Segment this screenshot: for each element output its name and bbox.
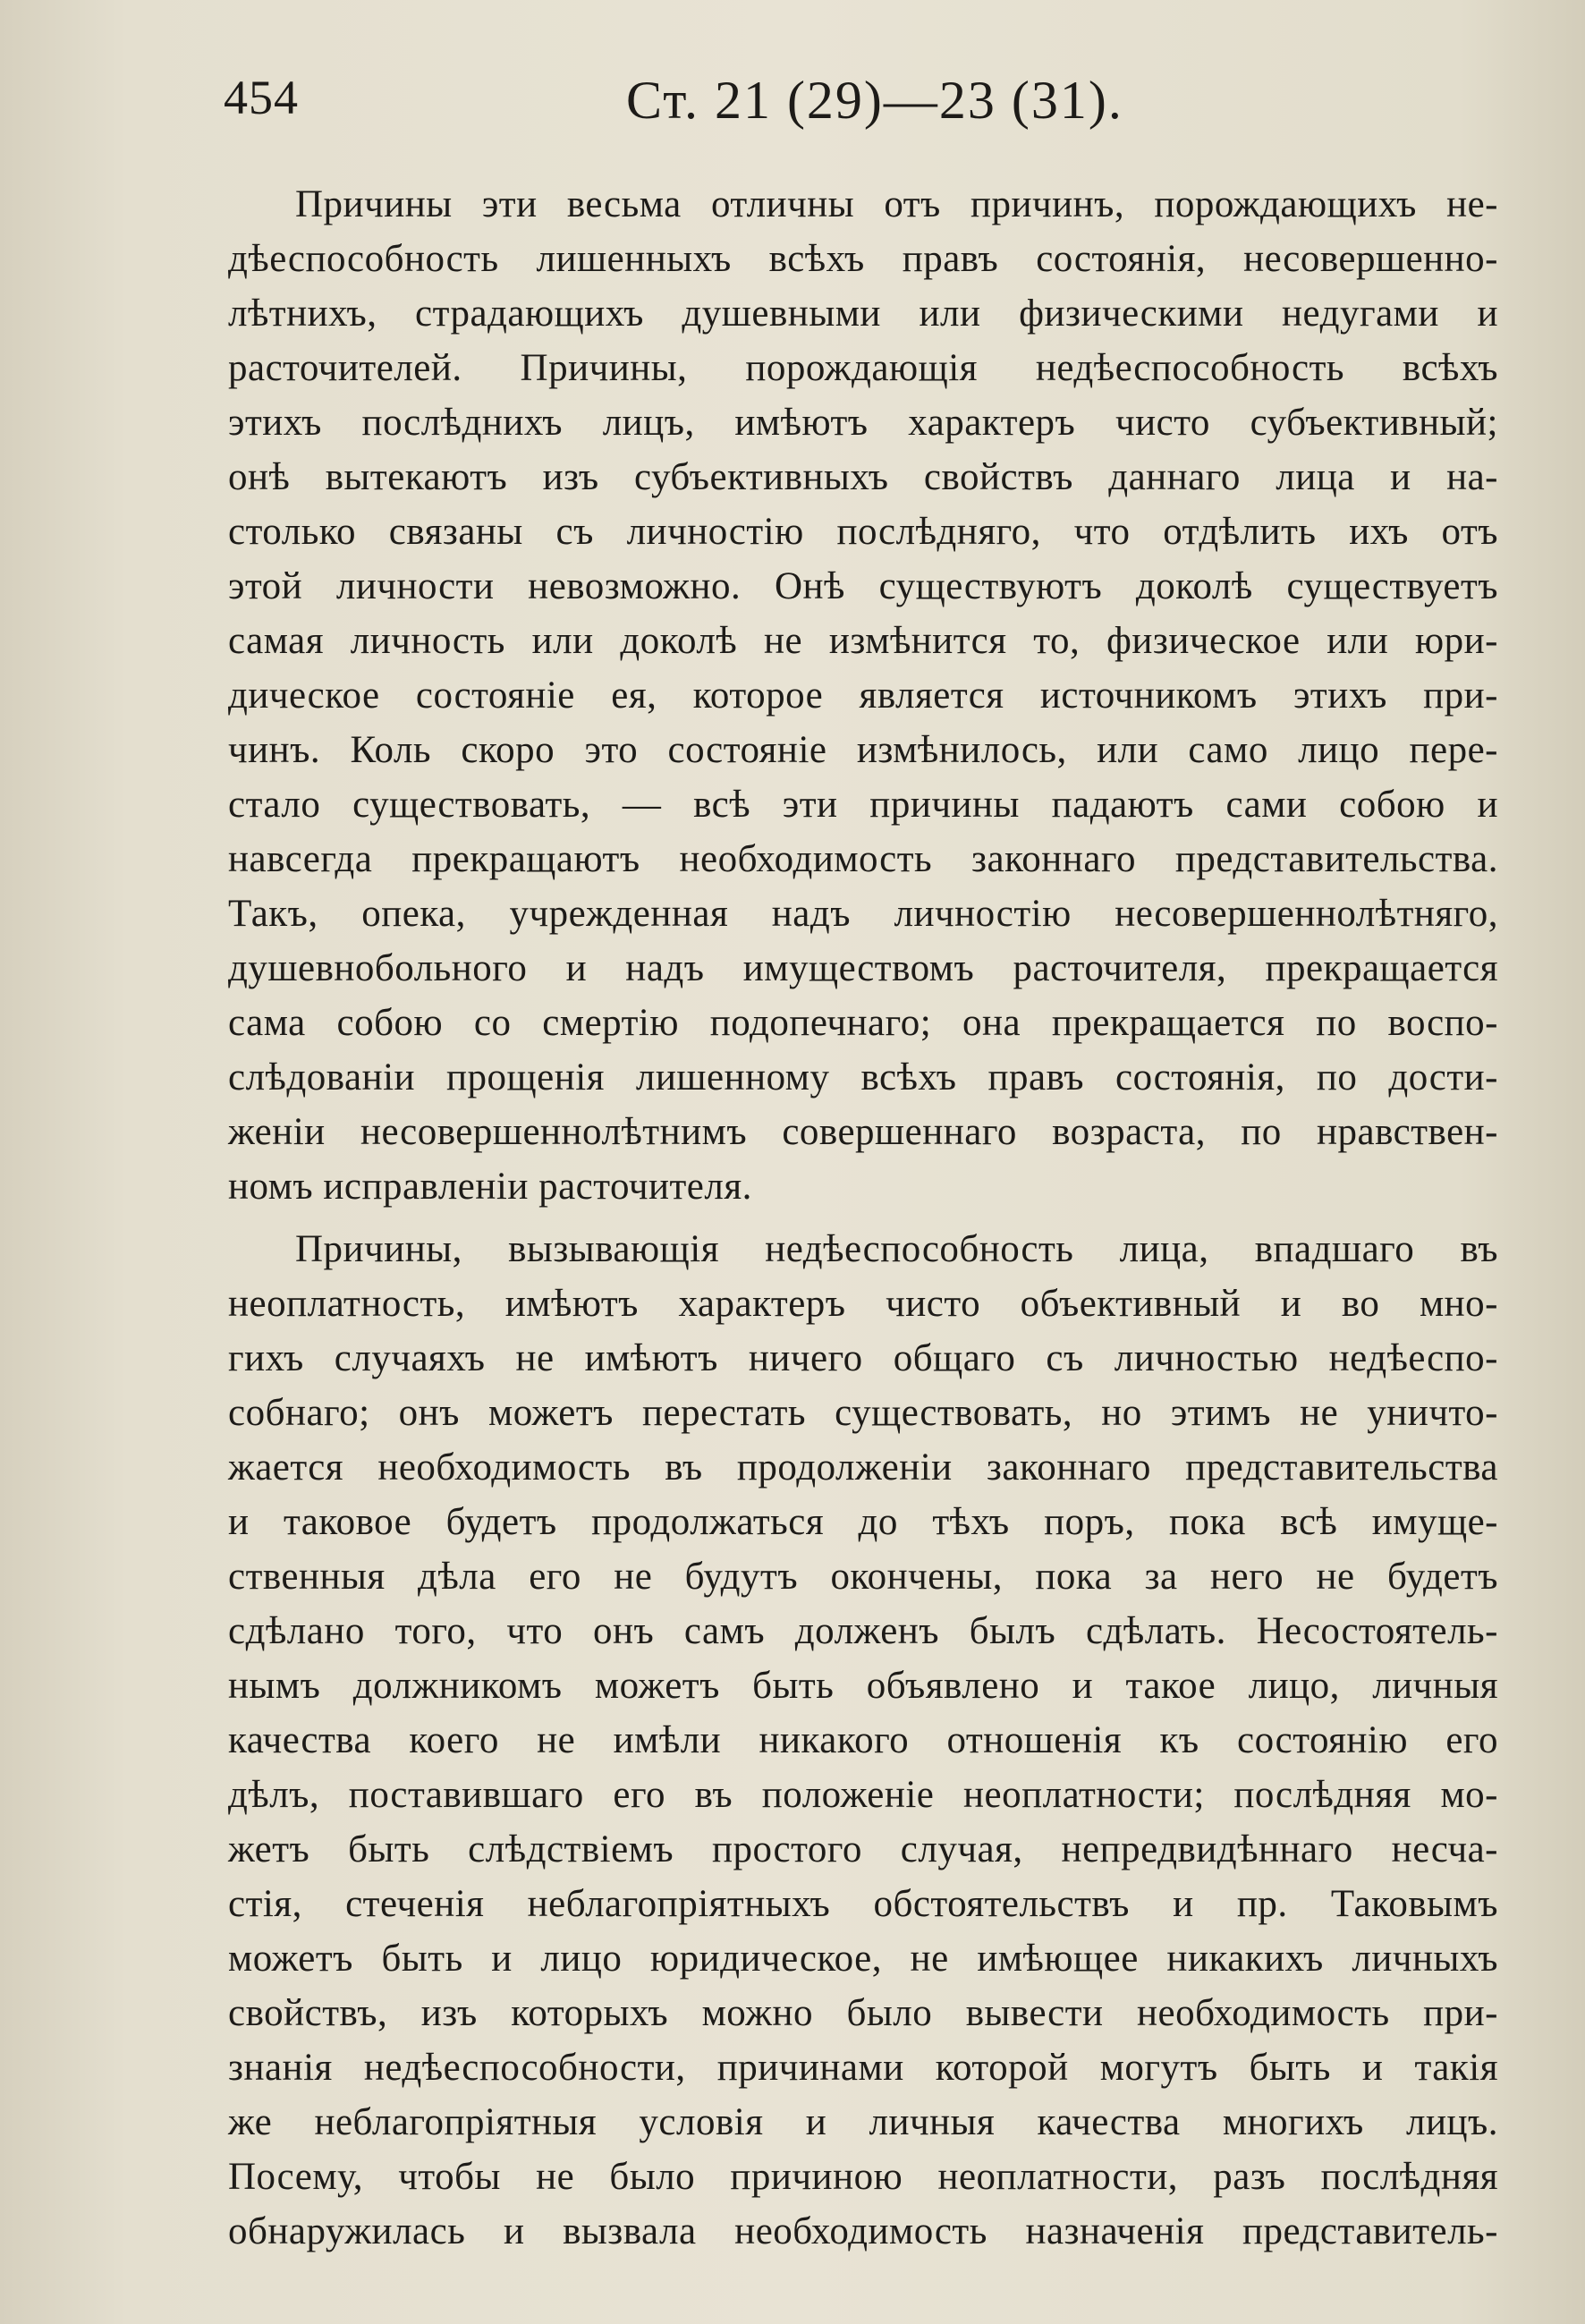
- text-line: чинъ. Коль скоро это состояніе измѣнилось, или само лицо пере-: [228, 729, 1498, 771]
- text-line: самая личность или доколѣ не измѣнится то, физическое или юри-: [228, 620, 1498, 662]
- page-number: 454: [224, 71, 299, 124]
- text-line: гихъ случаяхъ не имѣютъ ничего общаго съ личностью недѣеспо-: [228, 1337, 1498, 1379]
- text-line: ственныя дѣла его не будутъ окончены, пока за него не будетъ: [228, 1556, 1498, 1598]
- text-line: свойствъ, изъ которыхъ можно было вывести необходимость при-: [228, 1992, 1498, 2034]
- text-line: неоплатность, имѣютъ характеръ чисто объективный и во мно-: [228, 1283, 1498, 1325]
- text-line: душевнобольного и надъ имуществомъ расточителя, прекращается: [228, 947, 1498, 989]
- text-line: жетъ быть слѣдствіемъ простого случая, непредвидѣннаго несча-: [228, 1828, 1498, 1870]
- running-head: Ст. 21 (29)—23 (31).: [626, 71, 1123, 130]
- text-line: дическое состояніе ея, которое является источникомъ этихъ при-: [228, 674, 1498, 717]
- text-line: Причины, вызывающія недѣеспособность лица, впадшаго въ: [295, 1228, 1498, 1270]
- text-line: женіи несовершеннолѣтнимъ совершеннаго возраста, по нравствен-: [228, 1111, 1498, 1153]
- text-line: слѣдованіи прощенія лишенному всѣхъ правъ состоянія, по дости-: [228, 1056, 1498, 1098]
- paragraph-2: [228, 1222, 1498, 2259]
- text-line: этой личности невозможно. Онѣ существуютъ доколѣ существуетъ: [228, 565, 1498, 607]
- page-header: [0, 70, 1585, 141]
- text-line: онѣ вытекаютъ изъ субъективныхъ свойствъ даннаго лица и на-: [228, 456, 1498, 498]
- text-line: обнаружилась и вызвала необходимость назначенія представитель-: [228, 2210, 1498, 2252]
- text-line: качества коего не имѣли никакого отношенія къ состоянію его: [228, 1719, 1498, 1761]
- text-line: дѣеспособность лишенныхъ всѣхъ правъ состоянія, несовершенно-: [228, 238, 1498, 280]
- text-line: расточителей. Причины, порождающія недѣеспособность всѣхъ: [228, 347, 1498, 389]
- text-line: же неблагопріятныя условія и личныя качества многихъ лицъ.: [228, 2101, 1498, 2143]
- text-line: дѣлъ, поставившаго его въ положеніе неоплатности; послѣдняя мо-: [228, 1774, 1498, 1816]
- text-line: стія, стеченія неблагопріятныхъ обстоятельствъ и пр. Таковымъ: [228, 1883, 1498, 1925]
- text-line: лѣтнихъ, страдающихъ душевными или физическими недугами и: [228, 293, 1498, 335]
- text-line: этихъ послѣднихъ лицъ, имѣютъ характеръ чисто субъективный;: [228, 402, 1498, 444]
- text-line: столько связаны съ личностію послѣдняго, что отдѣлить ихъ отъ: [228, 511, 1498, 553]
- text-line: можетъ быть и лицо юридическое, не имѣющее никакихъ личныхъ: [228, 1938, 1498, 1980]
- text-line: Посему, чтобы не было причиною неоплатности, разъ послѣдняя: [228, 2156, 1498, 2198]
- text-line: навсегда прекращаютъ необходимость законнаго представительства.: [228, 838, 1498, 880]
- body-text: [228, 177, 1498, 2259]
- text-line: Такъ, опека, учрежденная надъ личностію несовершеннолѣтняго,: [228, 893, 1498, 935]
- text-line: жается необходимость въ продолженіи законнаго представительства: [228, 1446, 1498, 1489]
- text-line: знанія недѣеспособности, причинами которой могутъ быть и такія: [228, 2047, 1498, 2089]
- text-line: нымъ должникомъ можетъ быть объявлено и такое лицо, личныя: [228, 1665, 1498, 1707]
- text-line: и таковое будетъ продолжаться до тѣхъ поръ, пока всѣ имуще-: [228, 1501, 1498, 1543]
- text-line: сдѣлано того, что онъ самъ долженъ былъ сдѣлать. Несостоятель-: [228, 1610, 1498, 1652]
- text-line: сама собою со смертію подопечнаго; она прекращается по воспо-: [228, 1002, 1498, 1044]
- text-line: стало существовать, — всѣ эти причины падаютъ сами собою и: [228, 784, 1498, 826]
- paragraph-1: [228, 177, 1498, 1214]
- text-line: собнаго; онъ можетъ перестать существовать, но этимъ не уничто-: [228, 1392, 1498, 1434]
- text-line: Причины эти весьма отличны отъ причинъ, порождающихъ не-: [295, 183, 1498, 225]
- text-line: номъ исправленіи расточителя.: [228, 1166, 752, 1208]
